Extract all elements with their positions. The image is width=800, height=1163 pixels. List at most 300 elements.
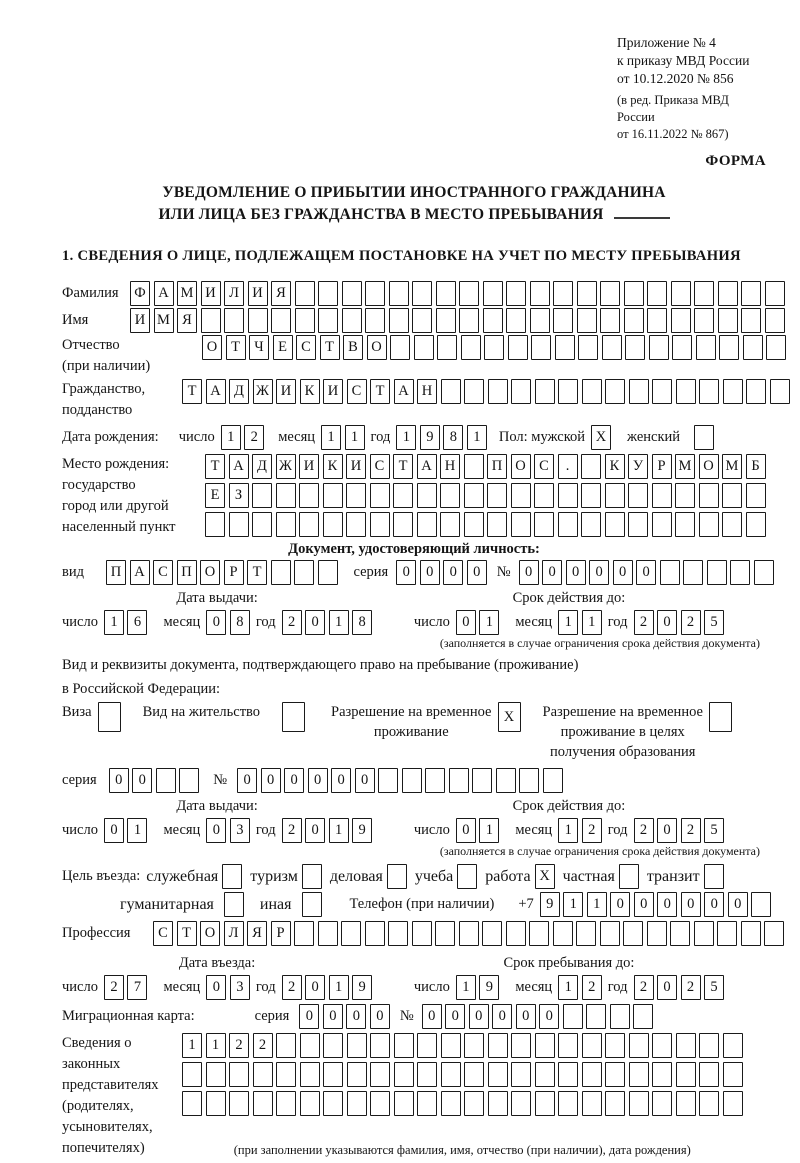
- cell-filled[interactable]: Е: [205, 483, 225, 508]
- cell-empty[interactable]: [370, 1091, 390, 1116]
- cell-empty[interactable]: [629, 1033, 649, 1058]
- cell-empty[interactable]: [531, 335, 551, 360]
- cell-empty[interactable]: [206, 1091, 226, 1116]
- cell-filled[interactable]: Ж: [276, 454, 296, 479]
- cell-filled[interactable]: С: [296, 335, 316, 360]
- cell-empty[interactable]: [440, 512, 460, 537]
- cell-filled[interactable]: 1: [127, 818, 147, 843]
- cell-empty[interactable]: [472, 768, 492, 793]
- cell-empty[interactable]: [482, 921, 502, 946]
- cell-empty[interactable]: [629, 1062, 649, 1087]
- cell-empty[interactable]: [694, 921, 714, 946]
- cell-empty[interactable]: [511, 512, 531, 537]
- cell-empty[interactable]: [647, 921, 667, 946]
- cell-empty[interactable]: [511, 1062, 531, 1087]
- cell-empty[interactable]: [723, 1033, 743, 1058]
- cell-empty[interactable]: [299, 483, 319, 508]
- cell-filled[interactable]: 1: [558, 610, 578, 635]
- cell-empty[interactable]: [534, 483, 554, 508]
- cell-filled[interactable]: 0: [728, 892, 748, 917]
- cell-empty[interactable]: [271, 308, 291, 333]
- cell-filled[interactable]: 0: [456, 610, 476, 635]
- cell-filled[interactable]: 0: [132, 768, 152, 793]
- cell-filled[interactable]: 0: [657, 892, 677, 917]
- cell-empty[interactable]: [699, 512, 719, 537]
- cell-filled[interactable]: 0: [657, 975, 677, 1000]
- cell-empty[interactable]: [347, 1062, 367, 1087]
- cell-empty[interactable]: [699, 483, 719, 508]
- cell-empty[interactable]: [302, 864, 322, 889]
- cell-empty[interactable]: [229, 512, 249, 537]
- cell-empty[interactable]: [623, 921, 643, 946]
- cell-filled[interactable]: А: [229, 454, 249, 479]
- cell-empty[interactable]: [581, 454, 601, 479]
- cell-empty[interactable]: [696, 335, 716, 360]
- cell-empty[interactable]: [182, 1091, 202, 1116]
- cell-filled[interactable]: 0: [237, 768, 257, 793]
- cell-filled[interactable]: И: [130, 308, 150, 333]
- cell-empty[interactable]: [553, 308, 573, 333]
- cell-filled[interactable]: 2: [681, 610, 701, 635]
- cell-filled[interactable]: А: [154, 281, 174, 306]
- cell-empty[interactable]: [746, 379, 766, 404]
- cell-empty[interactable]: [484, 335, 504, 360]
- cell-empty[interactable]: [412, 281, 432, 306]
- cell-empty[interactable]: [300, 1062, 320, 1087]
- cell-filled[interactable]: Ж: [253, 379, 273, 404]
- cell-empty[interactable]: [318, 921, 338, 946]
- cell-empty[interactable]: [464, 1033, 484, 1058]
- cell-empty[interactable]: [605, 1033, 625, 1058]
- cell-filled[interactable]: И: [201, 281, 221, 306]
- cell-empty[interactable]: [441, 379, 461, 404]
- cell-empty[interactable]: [464, 454, 484, 479]
- cell-filled[interactable]: А: [206, 379, 226, 404]
- cell-empty[interactable]: [671, 281, 691, 306]
- cell-filled[interactable]: Т: [182, 379, 202, 404]
- cell-empty[interactable]: [530, 281, 550, 306]
- cell-empty[interactable]: [457, 864, 477, 889]
- cell-filled[interactable]: 2: [681, 818, 701, 843]
- cell-filled[interactable]: 0: [355, 768, 375, 793]
- cell-filled[interactable]: П: [177, 560, 197, 585]
- cell-empty[interactable]: [718, 308, 738, 333]
- cell-empty[interactable]: [741, 921, 761, 946]
- cell-empty[interactable]: [723, 379, 743, 404]
- cell-filled[interactable]: Б: [746, 454, 766, 479]
- cell-filled[interactable]: Д: [229, 379, 249, 404]
- cell-empty[interactable]: [675, 512, 695, 537]
- cell-empty[interactable]: [276, 512, 296, 537]
- cell-empty[interactable]: [675, 483, 695, 508]
- cell-filled[interactable]: 3: [230, 818, 250, 843]
- cell-filled[interactable]: 0: [613, 560, 633, 585]
- cell-filled[interactable]: 0: [284, 768, 304, 793]
- cell-filled[interactable]: 2: [681, 975, 701, 1000]
- cell-empty[interactable]: [676, 1091, 696, 1116]
- cell-filled[interactable]: 1: [329, 610, 349, 635]
- cell-empty[interactable]: [323, 483, 343, 508]
- cell-filled[interactable]: К: [605, 454, 625, 479]
- cell-filled[interactable]: 0: [206, 610, 226, 635]
- cell-filled[interactable]: 1: [182, 1033, 202, 1058]
- cell-empty[interactable]: [506, 308, 526, 333]
- cell-filled[interactable]: 0: [305, 610, 325, 635]
- cell-filled[interactable]: 2: [582, 818, 602, 843]
- cell-filled[interactable]: 0: [422, 1004, 442, 1029]
- cell-empty[interactable]: [722, 512, 742, 537]
- cell-filled[interactable]: 2: [282, 975, 302, 1000]
- cell-empty[interactable]: [511, 1033, 531, 1058]
- cell-empty[interactable]: [390, 335, 410, 360]
- cell-filled[interactable]: И: [276, 379, 296, 404]
- cell-empty[interactable]: [425, 768, 445, 793]
- cell-empty[interactable]: [543, 768, 563, 793]
- cell-empty[interactable]: [694, 281, 714, 306]
- cell-empty[interactable]: [764, 921, 784, 946]
- cell-empty[interactable]: [464, 512, 484, 537]
- cell-filled[interactable]: И: [299, 454, 319, 479]
- cell-empty[interactable]: [610, 1004, 630, 1029]
- cell-filled[interactable]: Ч: [249, 335, 269, 360]
- cell-empty[interactable]: [282, 702, 305, 732]
- cell-filled[interactable]: П: [106, 560, 126, 585]
- cell-empty[interactable]: [347, 1033, 367, 1058]
- cell-empty[interactable]: [605, 512, 625, 537]
- cell-filled[interactable]: 2: [244, 425, 264, 450]
- cell-empty[interactable]: [722, 483, 742, 508]
- cell-empty[interactable]: [248, 308, 268, 333]
- cell-filled[interactable]: Е: [273, 335, 293, 360]
- cell-filled[interactable]: С: [153, 560, 173, 585]
- cell-empty[interactable]: [487, 483, 507, 508]
- cell-empty[interactable]: [529, 921, 549, 946]
- cell-empty[interactable]: [605, 1091, 625, 1116]
- cell-filled[interactable]: Т: [320, 335, 340, 360]
- cell-empty[interactable]: [394, 1033, 414, 1058]
- cell-filled[interactable]: 5: [704, 818, 724, 843]
- cell-empty[interactable]: [558, 379, 578, 404]
- cell-empty[interactable]: [464, 483, 484, 508]
- cell-empty[interactable]: [295, 281, 315, 306]
- cell-empty[interactable]: [530, 308, 550, 333]
- cell-empty[interactable]: [683, 560, 703, 585]
- cell-empty[interactable]: [417, 483, 437, 508]
- cell-empty[interactable]: [206, 1062, 226, 1087]
- cell-filled[interactable]: X: [591, 425, 611, 450]
- cell-empty[interactable]: [519, 768, 539, 793]
- cell-empty[interactable]: [461, 335, 481, 360]
- cell-filled[interactable]: 0: [346, 1004, 366, 1029]
- cell-empty[interactable]: [341, 921, 361, 946]
- cell-filled[interactable]: М: [675, 454, 695, 479]
- cell-empty[interactable]: [496, 768, 516, 793]
- cell-empty[interactable]: [709, 702, 732, 732]
- cell-empty[interactable]: [581, 512, 601, 537]
- cell-empty[interactable]: [629, 1091, 649, 1116]
- cell-empty[interactable]: [511, 379, 531, 404]
- cell-empty[interactable]: [347, 1091, 367, 1116]
- cell-empty[interactable]: [417, 1062, 437, 1087]
- cell-filled[interactable]: А: [394, 379, 414, 404]
- cell-empty[interactable]: [723, 1091, 743, 1116]
- cell-empty[interactable]: [707, 560, 727, 585]
- cell-filled[interactable]: 0: [443, 560, 463, 585]
- cell-empty[interactable]: [600, 921, 620, 946]
- cell-empty[interactable]: [436, 308, 456, 333]
- cell-empty[interactable]: [605, 483, 625, 508]
- cell-empty[interactable]: [417, 512, 437, 537]
- cell-filled[interactable]: 0: [589, 560, 609, 585]
- cell-empty[interactable]: [652, 1062, 672, 1087]
- cell-empty[interactable]: [600, 281, 620, 306]
- cell-filled[interactable]: 0: [261, 768, 281, 793]
- cell-filled[interactable]: 0: [308, 768, 328, 793]
- cell-empty[interactable]: [323, 1033, 343, 1058]
- cell-empty[interactable]: [660, 560, 680, 585]
- cell-filled[interactable]: 2: [634, 818, 654, 843]
- cell-empty[interactable]: [346, 512, 366, 537]
- cell-empty[interactable]: [365, 281, 385, 306]
- cell-filled[interactable]: 0: [492, 1004, 512, 1029]
- cell-filled[interactable]: 8: [352, 610, 372, 635]
- cell-empty[interactable]: [741, 281, 761, 306]
- cell-empty[interactable]: [224, 892, 244, 917]
- cell-empty[interactable]: [718, 281, 738, 306]
- cell-filled[interactable]: К: [323, 454, 343, 479]
- cell-filled[interactable]: Р: [652, 454, 672, 479]
- cell-filled[interactable]: 0: [636, 560, 656, 585]
- cell-filled[interactable]: И: [323, 379, 343, 404]
- cell-empty[interactable]: [294, 921, 314, 946]
- cell-filled[interactable]: 1: [329, 818, 349, 843]
- cell-empty[interactable]: [276, 1062, 296, 1087]
- cell-empty[interactable]: [553, 921, 573, 946]
- cell-empty[interactable]: [765, 281, 785, 306]
- cell-empty[interactable]: [719, 335, 739, 360]
- cell-empty[interactable]: [586, 1004, 606, 1029]
- cell-filled[interactable]: О: [200, 560, 220, 585]
- cell-filled[interactable]: 1: [558, 818, 578, 843]
- cell-empty[interactable]: [723, 1062, 743, 1087]
- cell-filled[interactable]: 6: [127, 610, 147, 635]
- cell-empty[interactable]: [581, 483, 601, 508]
- cell-filled[interactable]: 0: [704, 892, 724, 917]
- cell-empty[interactable]: [378, 768, 398, 793]
- cell-empty[interactable]: [156, 768, 176, 793]
- cell-filled[interactable]: 1: [479, 610, 499, 635]
- cell-filled[interactable]: Т: [393, 454, 413, 479]
- cell-empty[interactable]: [441, 1033, 461, 1058]
- cell-empty[interactable]: [412, 308, 432, 333]
- cell-empty[interactable]: [387, 864, 407, 889]
- cell-empty[interactable]: [671, 308, 691, 333]
- cell-empty[interactable]: [464, 1062, 484, 1087]
- cell-empty[interactable]: [370, 1033, 390, 1058]
- cell-filled[interactable]: С: [370, 454, 390, 479]
- cell-filled[interactable]: 2: [582, 975, 602, 1000]
- cell-filled[interactable]: 1: [104, 610, 124, 635]
- cell-filled[interactable]: 1: [321, 425, 341, 450]
- cell-empty[interactable]: [558, 512, 578, 537]
- cell-empty[interactable]: [652, 379, 672, 404]
- cell-filled[interactable]: 0: [104, 818, 124, 843]
- cell-filled[interactable]: 5: [704, 610, 724, 635]
- cell-filled[interactable]: 0: [467, 560, 487, 585]
- cell-empty[interactable]: [182, 1062, 202, 1087]
- cell-empty[interactable]: [323, 512, 343, 537]
- cell-empty[interactable]: [511, 483, 531, 508]
- cell-empty[interactable]: [582, 1062, 602, 1087]
- cell-empty[interactable]: [746, 512, 766, 537]
- cell-empty[interactable]: [252, 512, 272, 537]
- cell-empty[interactable]: [370, 512, 390, 537]
- cell-empty[interactable]: [765, 308, 785, 333]
- cell-filled[interactable]: 0: [516, 1004, 536, 1029]
- cell-empty[interactable]: [323, 1062, 343, 1087]
- cell-filled[interactable]: Т: [177, 921, 197, 946]
- cell-empty[interactable]: [365, 308, 385, 333]
- cell-filled[interactable]: 0: [634, 892, 654, 917]
- cell-empty[interactable]: [625, 335, 645, 360]
- cell-filled[interactable]: Ф: [130, 281, 150, 306]
- cell-empty[interactable]: [649, 335, 669, 360]
- cell-empty[interactable]: [730, 560, 750, 585]
- cell-filled[interactable]: Я: [177, 308, 197, 333]
- cell-filled[interactable]: 0: [206, 818, 226, 843]
- cell-empty[interactable]: [746, 483, 766, 508]
- cell-empty[interactable]: [449, 768, 469, 793]
- cell-empty[interactable]: [222, 864, 242, 889]
- cell-filled[interactable]: Л: [224, 281, 244, 306]
- cell-filled[interactable]: 2: [282, 610, 302, 635]
- cell-filled[interactable]: С: [153, 921, 173, 946]
- cell-filled[interactable]: 1: [479, 818, 499, 843]
- cell-empty[interactable]: [754, 560, 774, 585]
- cell-empty[interactable]: [647, 281, 667, 306]
- cell-empty[interactable]: [717, 921, 737, 946]
- cell-filled[interactable]: 0: [323, 1004, 343, 1029]
- cell-filled[interactable]: 1: [221, 425, 241, 450]
- cell-empty[interactable]: [342, 308, 362, 333]
- cell-filled[interactable]: 9: [352, 975, 372, 1000]
- cell-filled[interactable]: 1: [206, 1033, 226, 1058]
- cell-empty[interactable]: [276, 1091, 296, 1116]
- cell-filled[interactable]: 0: [420, 560, 440, 585]
- cell-filled[interactable]: 0: [542, 560, 562, 585]
- cell-empty[interactable]: [414, 335, 434, 360]
- cell-empty[interactable]: [676, 379, 696, 404]
- cell-empty[interactable]: [577, 308, 597, 333]
- cell-empty[interactable]: [694, 308, 714, 333]
- cell-filled[interactable]: 2: [253, 1033, 273, 1058]
- cell-filled[interactable]: 0: [109, 768, 129, 793]
- cell-filled[interactable]: 3: [230, 975, 250, 1000]
- cell-filled[interactable]: 9: [352, 818, 372, 843]
- cell-empty[interactable]: [699, 1062, 719, 1087]
- cell-filled[interactable]: 1: [467, 425, 487, 450]
- cell-empty[interactable]: [441, 1062, 461, 1087]
- cell-filled[interactable]: В: [343, 335, 363, 360]
- cell-filled[interactable]: Т: [247, 560, 267, 585]
- cell-empty[interactable]: [394, 1062, 414, 1087]
- cell-empty[interactable]: [323, 1091, 343, 1116]
- cell-filled[interactable]: Т: [205, 454, 225, 479]
- cell-empty[interactable]: [276, 483, 296, 508]
- cell-empty[interactable]: [412, 921, 432, 946]
- cell-filled[interactable]: 2: [104, 975, 124, 1000]
- cell-empty[interactable]: [300, 1033, 320, 1058]
- cell-empty[interactable]: [558, 1091, 578, 1116]
- cell-empty[interactable]: [582, 1091, 602, 1116]
- cell-filled[interactable]: 0: [299, 1004, 319, 1029]
- cell-filled[interactable]: 0: [610, 892, 630, 917]
- cell-empty[interactable]: [389, 308, 409, 333]
- cell-empty[interactable]: [98, 702, 121, 732]
- cell-filled[interactable]: 0: [657, 818, 677, 843]
- cell-empty[interactable]: [628, 483, 648, 508]
- cell-filled[interactable]: И: [346, 454, 366, 479]
- cell-filled[interactable]: Н: [440, 454, 460, 479]
- cell-empty[interactable]: [751, 892, 771, 917]
- cell-empty[interactable]: [488, 1062, 508, 1087]
- cell-empty[interactable]: [582, 379, 602, 404]
- cell-empty[interactable]: [464, 1091, 484, 1116]
- cell-empty[interactable]: [555, 335, 575, 360]
- cell-filled[interactable]: 0: [539, 1004, 559, 1029]
- cell-empty[interactable]: [318, 281, 338, 306]
- cell-empty[interactable]: [558, 1062, 578, 1087]
- cell-filled[interactable]: 1: [396, 425, 416, 450]
- cell-empty[interactable]: [511, 1091, 531, 1116]
- cell-empty[interactable]: [676, 1033, 696, 1058]
- cell-filled[interactable]: 8: [443, 425, 463, 450]
- cell-filled[interactable]: 0: [456, 818, 476, 843]
- cell-empty[interactable]: [488, 1033, 508, 1058]
- cell-empty[interactable]: [388, 921, 408, 946]
- cell-empty[interactable]: [770, 379, 790, 404]
- cell-empty[interactable]: [508, 335, 528, 360]
- cell-empty[interactable]: [743, 335, 763, 360]
- cell-filled[interactable]: С: [534, 454, 554, 479]
- cell-empty[interactable]: [435, 921, 455, 946]
- cell-empty[interactable]: [506, 281, 526, 306]
- cell-empty[interactable]: [253, 1091, 273, 1116]
- cell-empty[interactable]: [699, 379, 719, 404]
- cell-filled[interactable]: Т: [226, 335, 246, 360]
- cell-empty[interactable]: [417, 1091, 437, 1116]
- cell-empty[interactable]: [488, 379, 508, 404]
- cell-empty[interactable]: [577, 281, 597, 306]
- cell-filled[interactable]: Я: [247, 921, 267, 946]
- cell-filled[interactable]: Я: [271, 281, 291, 306]
- cell-empty[interactable]: [534, 512, 554, 537]
- cell-empty[interactable]: [633, 1004, 653, 1029]
- cell-empty[interactable]: [619, 864, 639, 889]
- cell-empty[interactable]: [704, 864, 724, 889]
- cell-empty[interactable]: [253, 1062, 273, 1087]
- cell-filled[interactable]: Л: [224, 921, 244, 946]
- cell-empty[interactable]: [436, 281, 456, 306]
- cell-filled[interactable]: 5: [704, 975, 724, 1000]
- cell-empty[interactable]: [535, 379, 555, 404]
- cell-filled[interactable]: 9: [420, 425, 440, 450]
- cell-empty[interactable]: [393, 512, 413, 537]
- cell-empty[interactable]: [576, 921, 596, 946]
- cell-filled[interactable]: Р: [271, 921, 291, 946]
- cell-empty[interactable]: [459, 308, 479, 333]
- cell-empty[interactable]: [295, 308, 315, 333]
